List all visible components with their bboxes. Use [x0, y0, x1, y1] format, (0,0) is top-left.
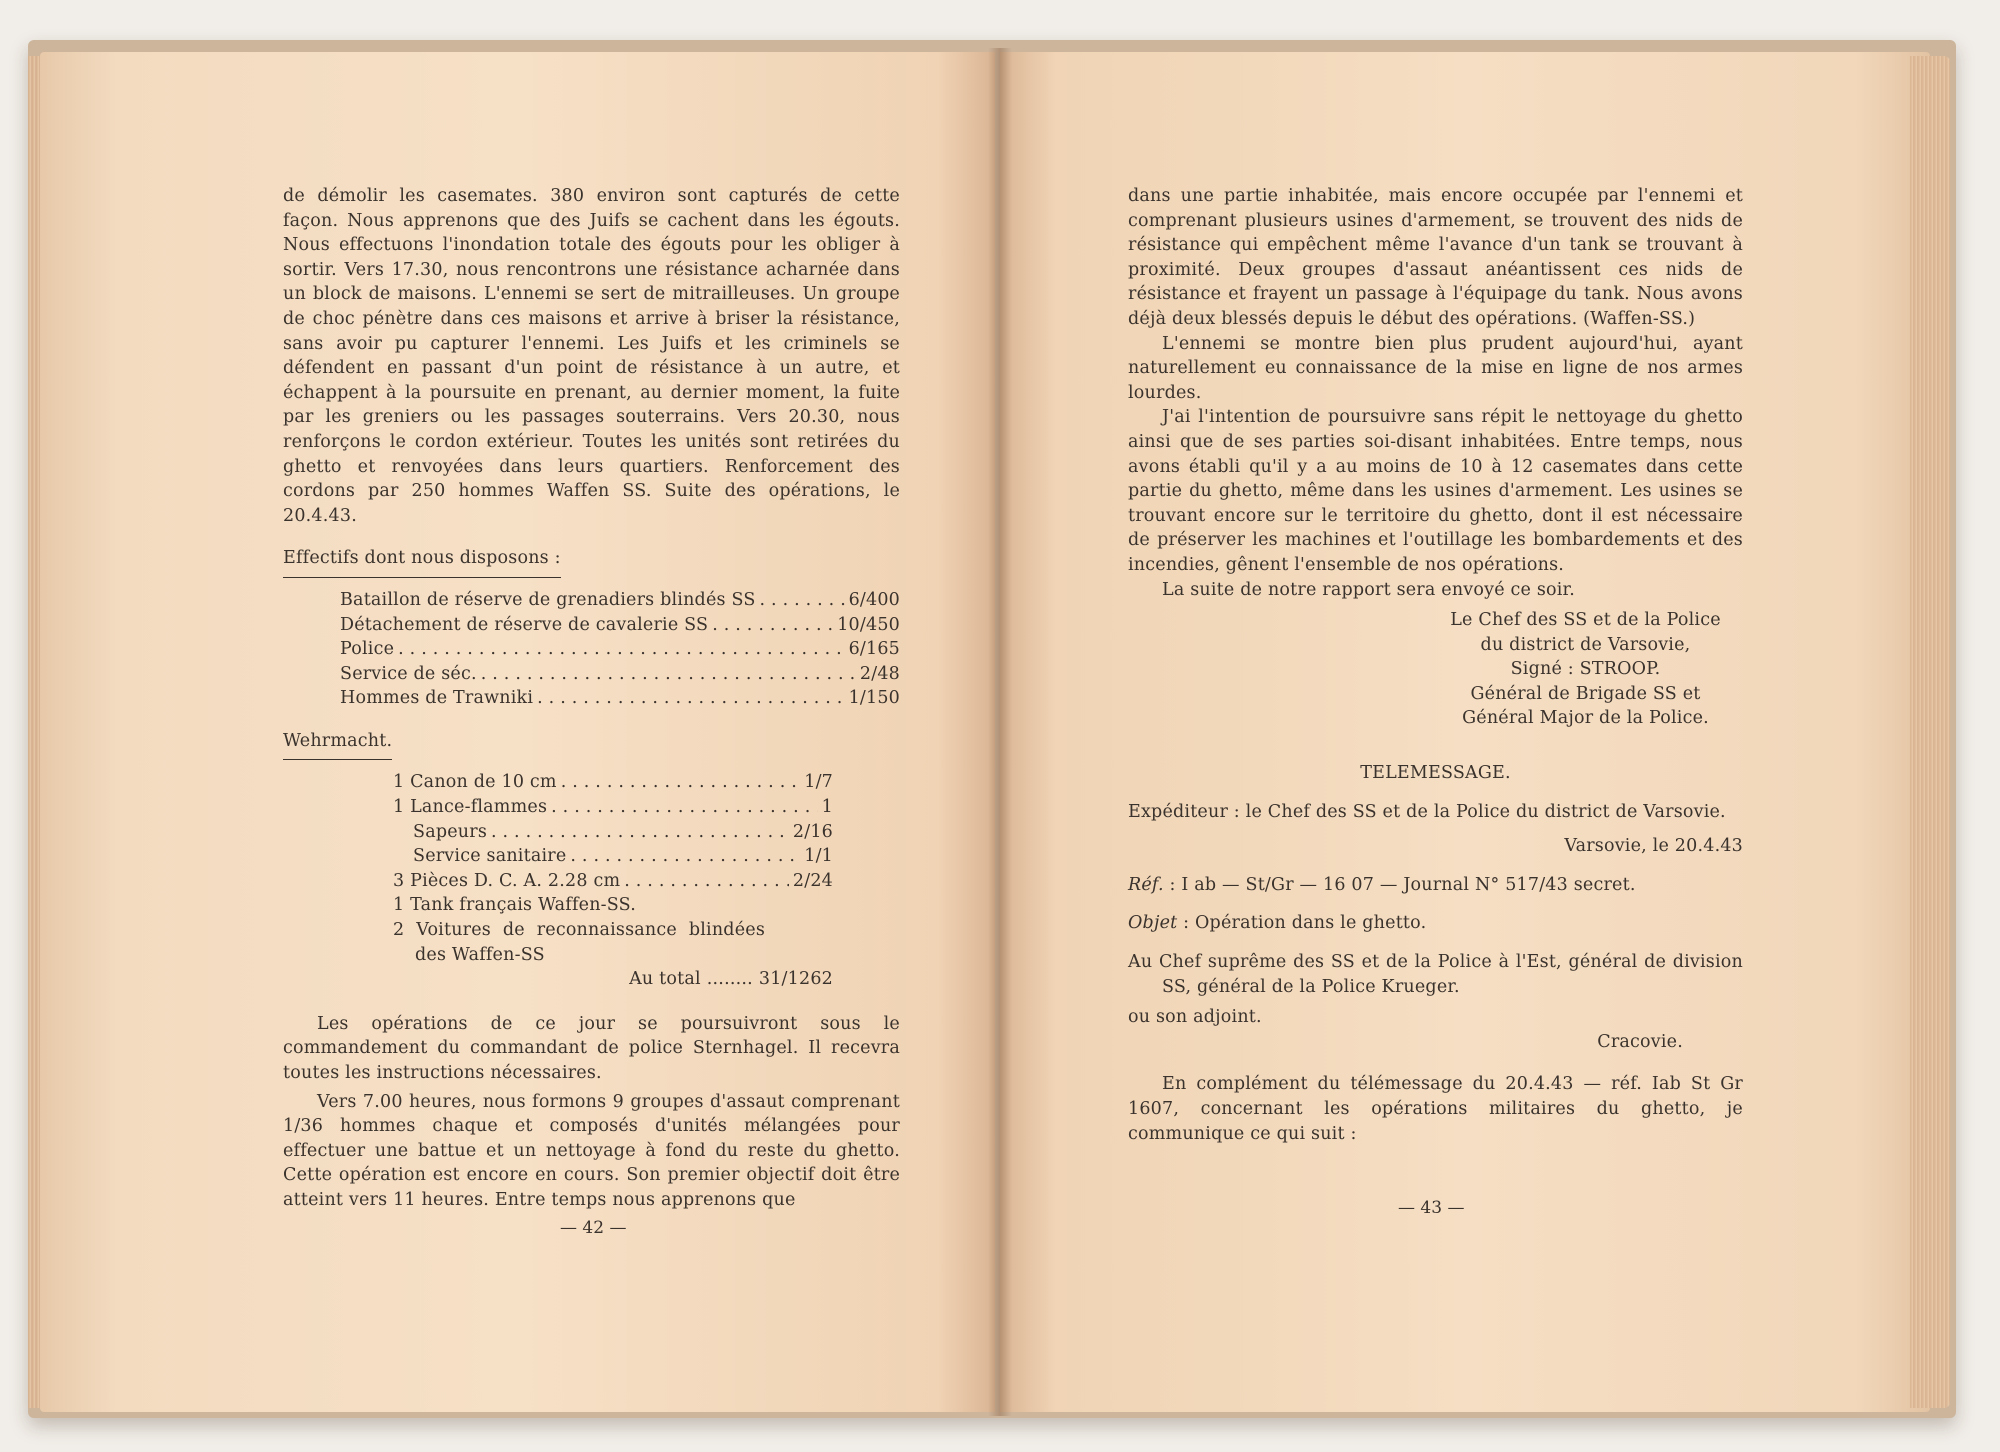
expediteur: Expéditeur : le Chef des SS et de la Police du district de Varsovie.	[1128, 801, 1726, 822]
signature-line: Général de Brigade SS et	[1470, 683, 1701, 704]
left-page-text	[283, 184, 900, 1213]
left-page-number: — 42 —	[560, 1218, 627, 1238]
adjoint: ou son adjoint.	[1128, 1007, 1262, 1028]
right-page-text	[1128, 184, 1743, 1146]
wehrmacht-row: 1 Canon de 10 cm . . . 1/7	[393, 770, 833, 795]
telemessage-title: TELEMESSAGE.	[1360, 763, 1511, 784]
right-page-number: — 43 —	[1398, 1198, 1465, 1218]
recipient: Au Chef suprême des SS et de la Police à l'Est, général de division SS, général de la Police Krueger.	[1128, 952, 1743, 997]
right-paragraph-2: L'ennemi se montre bien plus prudent aujourd'hui, ayant naturellement eu connaissance de la mise en ligne de nos armes lourdes.	[1128, 333, 1743, 403]
objet-label: Objet	[1128, 913, 1178, 934]
wehrmacht-row: 1 Tank français Waffen-SS.	[393, 895, 637, 916]
objet-text: : Opération dans le ghetto.	[1183, 913, 1427, 934]
wehrmacht-row: Sapeurs . . . 2/16	[393, 820, 833, 845]
reference	[1128, 873, 1743, 898]
signature-line: Le Chef des SS et de la Police	[1450, 610, 1721, 631]
ref-text: : I ab — St/Gr — 16 07 — Journal N° 517/43 secret.	[1169, 874, 1636, 895]
ref-label: Réf.	[1128, 874, 1164, 895]
right-paragraph-4: La suite de notre rapport sera envoyé ce soir.	[1162, 579, 1575, 600]
signature-line: du district de Varsovie,	[1480, 634, 1691, 655]
signature-block	[1428, 608, 1743, 731]
wehrmacht-list	[393, 770, 833, 991]
right-page-edges	[1910, 56, 1950, 1408]
wehrmacht-row: 1 Lance-flammes . . . 1	[393, 795, 833, 820]
left-paragraph-3: Vers 7.00 heures, nous formons 9 groupes d'assaut comprenant 1/36 hommes chaque et composés d'unités mélangées pour effectuer une battue et un nettoyage à fond du reste du ghetto. Cette opération est encore en cours. Son premier objectif doit être atteint vers 11 heures. Entre temps nous apprenons que	[283, 1091, 900, 1210]
right-paragraph-3: J'ai l'intention de poursuivre sans répit le nettoyage du ghetto ainsi que de ses parties soi-disant inhabitées. Entre temps, nous avons établi qu'il y a au moins de 10 à 12 casemates dans cette partie du ghetto, même dans les usines d'armement. Les usines se trouvant encore sur le territoire du ghetto, dont il est nécessaire de préserver les machines et l'outillage les bombardements et des incendies, gênent l'ensemble de nos opérations.	[1128, 407, 1743, 575]
book-spine	[988, 48, 1012, 1416]
effectifs-row: Service de séc. . . . 2/48	[340, 662, 900, 687]
left-paragraph-2: Les opérations de ce jour se poursuivront sous le commandement du commandant de police Sternhagel. Il recevra toutes les instructions nécessaires.	[283, 1013, 900, 1083]
signature-line: Général Major de la Police.	[1462, 708, 1709, 729]
effectifs-row: Hommes de Trawniki . . . 1/150	[340, 686, 900, 711]
wehrmacht-row: 3 Pièces D. C. A. 2.28 cm . . . 2/24	[393, 869, 833, 894]
total-row: Au total ........ 31/1262	[629, 969, 833, 990]
effectifs-list	[340, 588, 900, 711]
wehrmacht-row: Service sanitaire . . . 1/1	[393, 844, 833, 869]
left-intro-paragraph: de démolir les casemates. 380 environ sont capturés de cette façon. Nous apprenons que des Juifs se cachent dans les égouts. Nous effectuons l'inondation totale des égouts pour les obliger à sortir. Vers 17.30, nous rencontrons une résistance acharnée dans un block de maisons. L'ennemi se sert de mitrailleuses. Un groupe de choc pénètre dans ces maisons et arrive à briser la résistance, sans avoir pu capturer l'ennemi. Les Juifs et les criminels se défendent en passant d'un point de résistance à un autre, et échappent à la poursuite en prenant, au dernier moment, la fuite par les greniers ou les passages souterrains. Vers 20.30, nous renforçons le cordon extérieur. Toutes les unités sont retirées du ghetto et renvoyées dans leurs quartiers. Renforcement des cordons par 250 hommes Waffen SS. Suite des opérations, le 20.4.43.	[283, 186, 900, 526]
effectifs-row: Détachement de réserve de cavalerie SS . . . 10/450	[340, 613, 900, 638]
city: Cracovie.	[1597, 1031, 1683, 1052]
place-date: Varsovie, le 20.4.43	[1564, 836, 1743, 857]
wehrmacht-heading: Wehrmacht.	[283, 729, 392, 761]
effectifs-row: Police . . . 6/165	[340, 637, 900, 662]
signature-line: Signé : STROOP.	[1510, 659, 1661, 680]
final-paragraph: En complément du télémessage du 20.4.43 — réf. Iab St Gr 1607, concernant les opérations militaires du ghetto, je communique ce qui suit :	[1128, 1074, 1743, 1144]
right-paragraph-1: dans une partie inhabitée, mais encore occupée par l'ennemi et comprenant plusieurs usines d'armement, se trouvent des nids de résistance qui empêchent même l'avance d'un tank se trouvant à proximité. Deux groupes d'assaut anéantissent ces nids de résistance et frayent un passage à l'équipage du tank. Nous avons déjà deux blessés depuis le début des opérations. (Waffen-SS.)	[1128, 186, 1743, 329]
effectifs-row: Bataillon de réserve de grenadiers blindés SS . . . 6/400	[340, 588, 900, 613]
objet	[1128, 911, 1743, 936]
effectifs-heading: Effectifs dont nous disposons :	[283, 546, 561, 578]
wehrmacht-row: 2 Voitures de reconnaissance blindées des Waffen-SS	[393, 920, 765, 965]
